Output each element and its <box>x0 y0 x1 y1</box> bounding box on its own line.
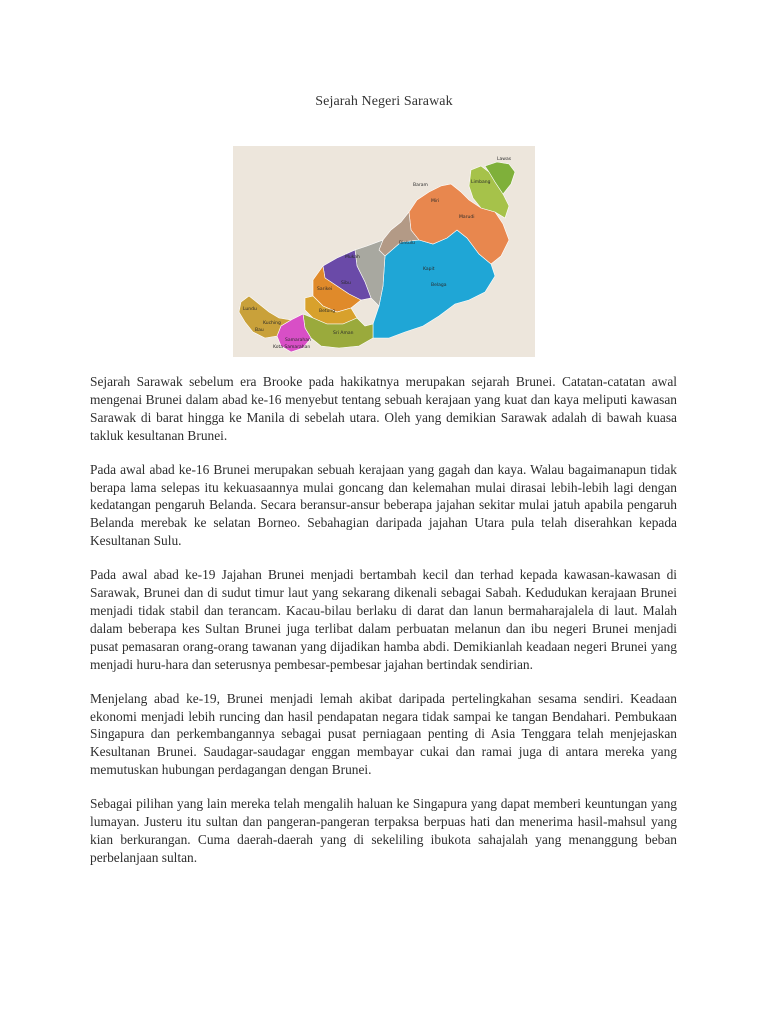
map-label-kuching: Kuching <box>263 321 281 326</box>
map-label-bintulu: Bintulu <box>399 241 415 246</box>
map-label-baram: Baram <box>413 183 428 188</box>
map-label-sri-aman: Sri Aman <box>333 331 354 336</box>
paragraph-5: Sebagai pilihan yang lain mereka telah mengalih haluan ke Singapura yang dapat memberi keuntungan yang lumayan. Justeru itu sultan dan pangeran-pangeran terpaksa berpuas hati dan menerima hasil-mahsul yang kian berkurangan. Cuma daerah-daerah yang di sekeliling ibukota sahajalah yang menanggung beban perbelanjaan sultan. <box>90 796 677 865</box>
map-label-kapit: Kapit <box>423 267 435 272</box>
sarawak-division-map-icon <box>233 146 535 357</box>
map-label-belaga: Belaga <box>431 283 447 288</box>
paragraph-3: Pada awal abad ke-19 Jajahan Brunei menjadi bertambah kecil dan terhad kepada kawasan-kawasan di Sarawak, Brunei dan di sudut timur laut yang sekarang dikenali sebagai Sabah. Kedudukan kerajaan Brunei menjadi tidak stabil dan terancam. Kacau-bilau berlaku di darat dan lanun bermaharajalela di laut. Malah dalam beberapa kes Sultan Brunei juga terlibat dalam perbuatan melanun dan ibu negeri Brunei menjadi pusat pemasaran orang-orang tawanan yang dijadikan hamba abdi. Demikianlah keadaan negeri Brunei yang menjadi huru-hara dan seterusnya pembesar-pembesar jajahan bertindak sendirian. <box>90 567 677 672</box>
map-label-lawas: Lawas <box>497 157 512 162</box>
map-label-limbang: Limbang <box>471 180 491 185</box>
map-label-lundu: Lundu <box>243 307 257 312</box>
map-label-bau: Bau <box>255 328 264 333</box>
sarawak-map-image <box>233 146 535 357</box>
paragraph-4: Menjelang abad ke-19, Brunei menjadi lemah akibat daripada pertelingkahan sesama sendiri. Keadaan ekonomi menjadi lebih runcing dan hasil pendapatan negara tidak sampai ke tangan Bendahari. Pembukaan Singapura dan perkembangannya sebagai pusat perniagaan penting di Asia Tenggara telah menjejaskan Kesultanan Brunei. Saudagar-saudagar enggan membayar cukai dan ramai juga di antara mereka yang memutuskan hubungan perdagangan dengan Brunei. <box>90 690 677 778</box>
document-body <box>90 373 677 883</box>
map-label-kota-samarahan: Kota Samarahan <box>273 345 311 350</box>
map-label-mukah: Mukah <box>345 255 360 260</box>
map-label-sibu: Sibu <box>341 281 351 286</box>
paragraph-2: Pada awal abad ke-16 Brunei merupakan sebuah kerajaan yang gagah dan kaya. Walau bagaimanapun tidak berapa lama selepas itu kekuasaannya mulai goncang dan kelemahan mulai dirasai lebih-lebih lagi dengan kedatangan pengaruh Belanda. Secara beransur-ansur beberapa jajahan sekitar mulai jatuh apabila pengaruh Belanda merebak ke selatan Borneo. Sebahagian daripada jajahan Utara pula telah diserahkan kepada Kesultanan Sulu. <box>90 461 677 549</box>
map-label-marudi: Marudi <box>459 215 475 220</box>
document-title: Sejarah Negeri Sarawak <box>315 94 453 109</box>
paragraph-1: Sejarah Sarawak sebelum era Brooke pada hakikatnya merupakan sejarah Brunei. Catatan-catatan awal mengenai Brunei dalam abad ke-16 menyebut tentang sebuah kerajaan yang kuat dan kaya meliputi kawasan Sarawak di barat hingga ke Manila di sebelah utara. Oleh yang demikian Sarawak adalah di bawah kuasa takluk kesultanan Brunei. <box>90 374 677 443</box>
map-label-sarikei: Sarikei <box>317 287 333 292</box>
map-label-betong: Betong <box>319 309 336 314</box>
map-label-samarahan: Samarahan <box>285 338 311 343</box>
map-label-miri: Miri <box>431 199 440 204</box>
